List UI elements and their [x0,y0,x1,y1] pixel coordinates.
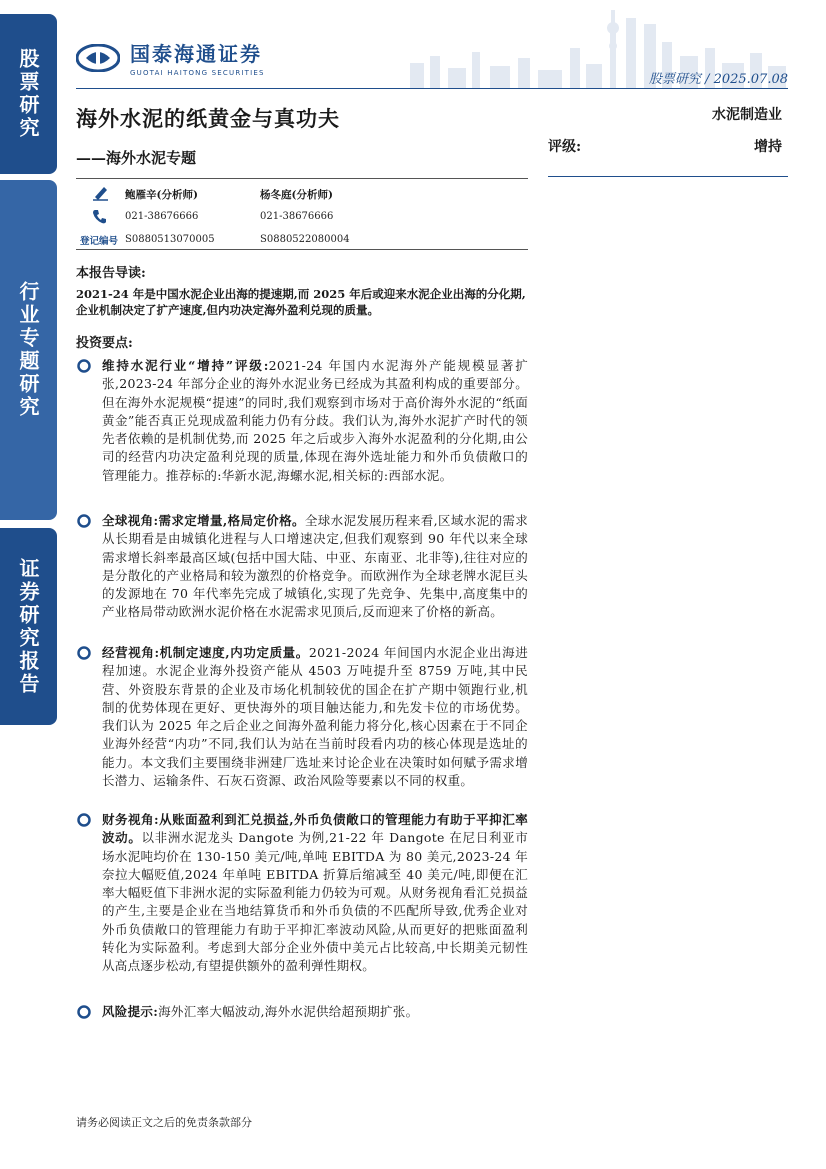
key-point-lead: 全球视角:需求定增量,格局定价格。 [102,513,305,528]
analyst-info [76,178,528,250]
analyst-name: 杨冬庭(分析师) [260,189,333,201]
bullet-icon [74,359,94,373]
registration-label: 登记编号 [80,236,119,247]
analyst-phone: 021-38676666 [260,211,334,222]
category-date: 股票研究 / 2025.07.08 [648,72,788,87]
writing-hand-icon [92,185,110,201]
analyst-phone: 021-38676666 [125,211,199,222]
report-title: 海外水泥的纸黄金与真功夫 [76,106,340,131]
header-divider [76,88,788,89]
key-point-item [102,644,528,790]
key-point-body: 以非洲水泥龙头 Dangote 为例,21-22 年 Dangote 在尼日利亚市场水泥吨均价在 130-150 美元/吨,单吨 EBITDA 为 80 美元,2023-24 年奈拉大幅贬值,2024 年单吨 EBITDA 折算后缩减至 40 美元/吨,即便在汇率大幅贬值下非洲水泥的实际盈利能力仍较为可观。从财务视角看汇兑损益的产生,主要是企业在当地结算货币和外币负债的不匹配所导致,优秀企业对外币负债敞口的管理能力有助于平抑汇率波动风险,从而更好的把账面盈利转化为实际盈利。考虑到大部分企业外债中美元占比较高,中长期美元韧性从高点逐步松动,有望提供额外的盈利弹性期权。 [102,830,529,974]
key-point-item [102,1003,528,1021]
key-point-item [102,357,528,485]
sidebar-tab-industry-research [0,180,57,520]
key-point-body: 2021-24 年国内水泥海外产能规模显著扩张,2023-24 年部分企业的海外水泥业务已经成为其盈利构成的重要部分。但在海外水泥规模“提速”的同时,我们观察到市场对于高价海外水泥的“纸面黄金”能否真正兑现成盈利能力仍有分歧。我们认为,海外水泥扩产时代的领先者依赖的是机制优势,而 2025 年之后或步入海外水泥盈利的分化期,由公司的经营内功决定盈利兑现的质量,体现在海外选址能力和外币负债敞口的管理能力。推荐标的:华新水泥,海螺水泥,相关标的:西部水泥。 [102,358,528,483]
rating-label: 评级: [548,139,582,155]
disclaimer-footer: 请务必阅读正文之后的免责条款部分 [76,1116,252,1129]
key-point-body: 海外汇率大幅波动,海外水泥供给超预期扩张。 [158,1004,419,1019]
key-point-item [102,512,528,622]
analyst-name: 鲍雁辛(分析师) [125,189,198,201]
sidebar-tab-label: 股票研究 [16,48,40,140]
rating-value: 增持 [754,139,782,155]
key-point-body: 2021-2024 年间国内水泥企业出海进程加速。水泥企业海外投资产能从 4503 万吨提升至 8759 万吨,其中民营、外资股东背景的企业及市场化机制较优的国企在扩产期中领跑行业,机制的优势体现在更好、更快海外的项目触达能力,和先发卡位的市场优势。我们认为 2025 年之后企业之间海外盈利能力将分化,核心因素在于不同企业海外经营“内功”不同,我们认为站在当前时段看内功的核心体现是选址的能力。本文我们主要围绕非洲建厂选址来讨论企业在决策时如何赋予需求增长潜力、运输条件、石灰石资源、政治风险等要素以不同的权重。 [102,645,528,789]
key-point-lead: 财务视角:从账面盈利到汇兑损益,外币负债敞口的管理能力有助于平抑汇率波动。 [102,812,528,846]
sidebar-tab-label: 行业专题研究 [16,281,40,419]
key-point-body: 全球水泥发展历程来看,区域水泥的需求从长期看是由城镇化进程与人口增速决定,但我们观察到 90 年代以来全球需求增长斜率最高区域(包括中国大陆、中亚、东南亚、北非等),往往对应的是分散化的产业格局和较为激烈的价格竞争。而欧洲作为全球老牌水泥巨头的发源地在 70 年代率先完成了城镇化,实现了先竞争、先集中,高度集中的产业格局带动欧洲水泥价格在水泥需求见顶后,反而迎来了价格的新高。 [102,513,528,620]
guide-text: 2021-24 年是中国水泥企业出海的提速期,而 2025 年后或迎来水泥企业出海的分化期,企业机制决定了扩产速度,但内功决定海外盈利兑现的质量。 [76,287,526,317]
phone-icon [92,209,108,225]
bullet-icon [74,646,94,660]
key-point-lead: 维持水泥行业“增持”评级: [102,358,269,373]
bullet-icon [74,514,94,528]
industry-label: 水泥制造业 [712,107,782,123]
brand-name-en: GUOTAI HAITONG SECURITIES [130,69,265,77]
analyst-reg-number: S0880513070005 [125,234,215,245]
key-points-heading: 投资要点: [76,336,133,351]
key-point-lead: 风险提示: [102,1004,159,1019]
guide-heading: 本报告导读: [76,266,146,281]
report-subtitle: ——海外水泥专题 [76,149,197,167]
brand-name-cn: 国泰海通证券 [130,42,262,66]
rating-divider [548,176,788,177]
brand-logo [76,38,265,77]
sidebar-tab-stock-research [0,14,57,174]
bullet-icon [74,813,94,827]
company-logo-icon [76,44,120,72]
bullet-icon [74,1005,94,1019]
key-point-item [102,811,528,976]
sidebar-tab-securities-report [0,528,57,725]
sidebar-tab-label: 证券研究报告 [16,557,40,696]
analyst-reg-number: S0880522080004 [260,234,350,245]
key-point-lead: 经营视角:机制定速度,内功定质量。 [102,645,309,660]
